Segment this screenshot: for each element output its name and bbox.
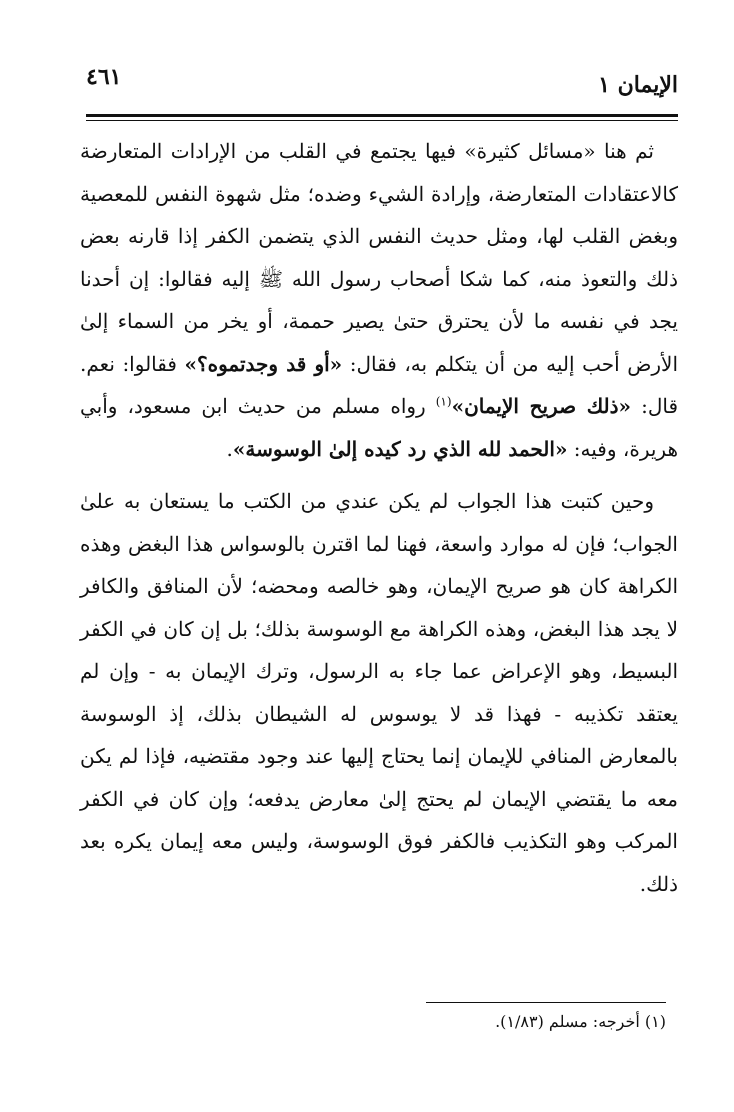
hadith-quote-2: «ذلك صريح الإيمان» xyxy=(451,394,632,418)
footnote-separator xyxy=(426,1002,666,1003)
header-rule-thick xyxy=(86,114,678,117)
footnote: (١) أخرجه: مسلم (١/٨٣). xyxy=(495,1012,666,1031)
running-title: الإيمان ١ xyxy=(598,72,678,98)
footnote-reference: (١) xyxy=(435,394,452,409)
main-text xyxy=(80,130,678,905)
hadith-quote-1: «أو قد وجدتموه؟» xyxy=(184,351,343,376)
header-rule-thin xyxy=(86,120,678,121)
hadith-quote-3: «الحمد لله الذي رد كيده إلىٰ الوسوسة» xyxy=(232,436,568,461)
page-number: ٤٦١ xyxy=(86,64,122,90)
paragraph-1-part-3: رواه مسلم من حديث ابن مسعود، وأبي هريرة، وفيه: xyxy=(80,394,678,461)
paragraph-1-part-2: فقالوا: نعم. قال: xyxy=(80,351,679,418)
paragraph-1 xyxy=(80,130,678,470)
paragraph-1-part-1: ثم هنا «مسائل كثيرة» فيها يجتمع في القلب من الإرادات المتعارضة كالاعتقادات المتعارضة، وإرادة الشيء وضده؛ مثل شهوة النفس للمعصية وبغض القلب لها، ومثل حديث النفس الذي يتضمن الكفر إذا قارنه بعض ذلك والتعوذ منه، كما شكا أصحاب رسول الله ﷺ إليه فقالوا: إن أحدنا يجد في نفسه ما لأن يحترق حتىٰ يصير حممة، أو يخر من السماء إلىٰ الأرض أحب إليه من أن يتكلم به، فقال: xyxy=(80,139,678,376)
page-header xyxy=(86,62,678,106)
paragraph-1-part-4: . xyxy=(226,436,233,461)
paragraph-2: وحين كتبت هذا الجواب لم يكن عندي من الكتب ما يستعان به علىٰ الجواب؛ فإن له موارد واسعة، فهنا لما اقترن بالوسواس هذا البغض وهذه الكراهة كان هو صريح الإيمان، وهو خالصه ومحضه؛ لأن المنافق والكافر لا يجد هذا البغض، وهذه الكراهة مع الوسوسة بذلك؛ بل إن كان في الكفر البسيط، وهو الإعراض عما جاء به الرسول، وترك الإيمان به - وإن لم يعتقد تكذيبه - فهذا قد لا يوسوس له الشيطان بذلك، إذ الوسوسة بالمعارض المنافي للإيمان إنما يحتاج إليها عند وجود مقتضيه، فإذا لم يكن معه ما يقتضي الإيمان لم يحتج إلىٰ معارض يدفعه؛ وإن كان في الكفر المركب وهو التكذيب فالكفر فوق الوسوسة، وليس معه إيمان يكره بعد ذلك. xyxy=(80,489,678,896)
